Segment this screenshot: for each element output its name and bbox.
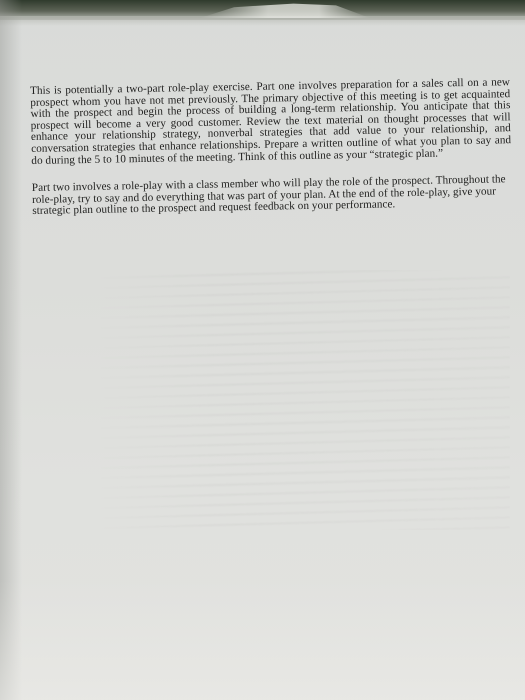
paragraph-part-one: This is potentially a two-part role-play exercise. Part one involves preparation for a sales call on a new prospect whom you have not met previously. The primary objective of this meeting is to get acquainted with the prospect and begin the process of building a long-term relationship. You anticipate that this prospect will become a very good customer. Review the text material on thought processes that will enhance your relationship strategy, nonverbal strategies that add value to your relationship, and conversation strategies that enhance relationships. Prepare a written outline of what you plan to say and do during the 5 to 10 minutes of the meeting. Think of this outline as your “strategic plan.” bbox=[29, 76, 512, 167]
printed-text-block bbox=[30, 77, 512, 218]
paper-highlight bbox=[0, 580, 525, 700]
paragraph-part-two: Part two involves a role-play with a class member who will play the role of the prospect. Throughout the role-play, try to say and do everything that was part of your plan. At the end of the role-play, give your strategic plan outline to the prospect and request feedback on your performance. bbox=[31, 173, 506, 218]
show-through-text bbox=[90, 270, 510, 530]
